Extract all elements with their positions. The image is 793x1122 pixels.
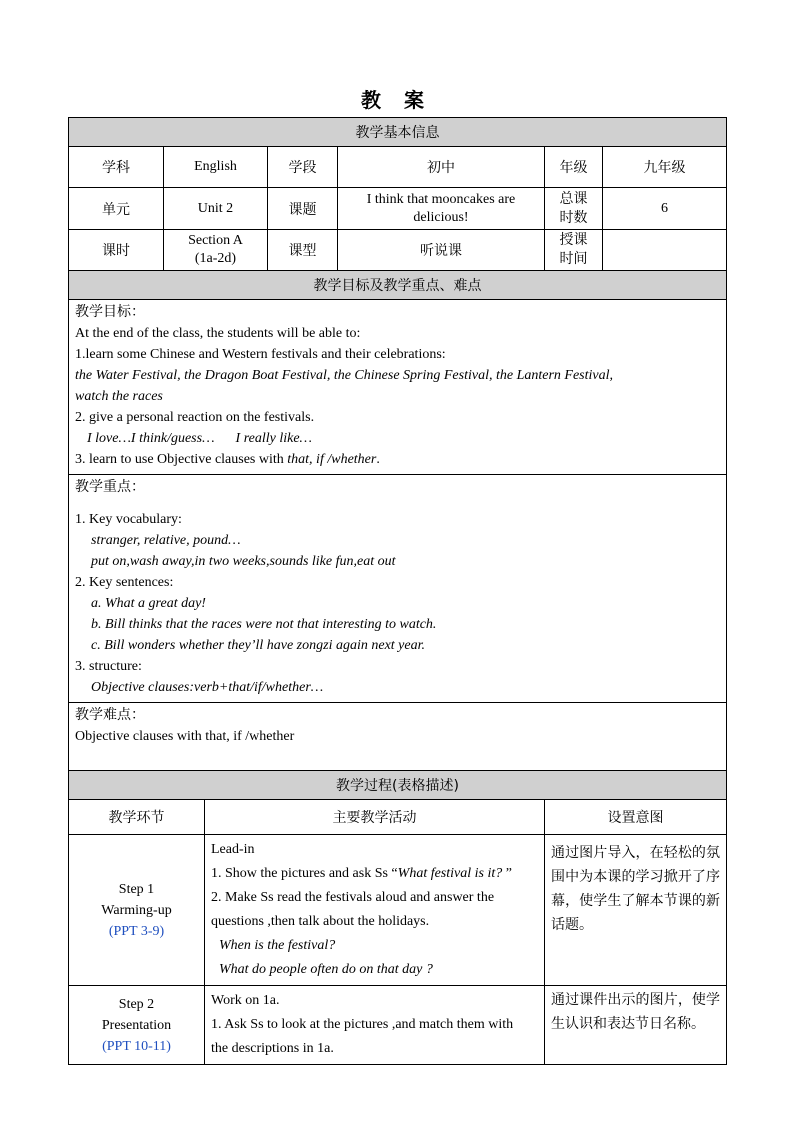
objective-3-text: 3. learn to use Objective clauses with (75, 452, 288, 467)
step-2-ppt: (PPT 10-11) (102, 1038, 171, 1054)
goals-header: 教学目标及教学重点、难点 (69, 271, 727, 300)
label-total-periods: 总课时数 (545, 188, 603, 230)
key-sentences-label: 2. Key sentences: (75, 575, 174, 590)
activity-quote: ” (502, 866, 512, 881)
difficulty-cell (69, 703, 727, 771)
step-1-intent: 通过图片导入，在轻松的氛围中为本课的学习掀开了序幕，使学生了解本节课的新话题。 (545, 835, 727, 986)
value-unit: Unit 2 (164, 188, 268, 230)
activity-question: What do people often do on that day ? (219, 962, 433, 977)
objective-2: 2. give a personal reaction on the festivals. (75, 410, 315, 425)
activity-line (211, 862, 538, 886)
value-stage: 初中 (338, 147, 545, 188)
column-intent: 设置意图 (545, 800, 727, 835)
step-1-ppt: (PPT 3-9) (108, 923, 165, 939)
value-teaching-time (603, 230, 727, 271)
process-row-1 (69, 835, 727, 986)
label-unit: 单元 (69, 188, 164, 230)
objective-1-races: watch the races (75, 389, 163, 404)
step-1-sub: Warming-up (101, 902, 172, 918)
key-sentence-b: b. Bill thinks that the races were not that interesting to watch. (91, 617, 437, 632)
label-subject: 学科 (69, 147, 164, 188)
lesson-plan-table (68, 117, 727, 1065)
objective-1-festivals: the Water Festival, the Dragon Boat Festival, the Chinese Spring Festival, the Lantern Festival, (75, 368, 614, 383)
structure-text: Objective clauses:verb+that/if/whether… (91, 680, 324, 695)
objectives-label: 教学目标： (75, 304, 145, 320)
step-2-intent: 通过课件出示的图片，使学生认识和表达节日名称。 (545, 986, 727, 1065)
difficulty-label: 教学难点： (75, 707, 145, 723)
label-topic: 课题 (268, 188, 338, 230)
activity-question: When is the festival? (219, 938, 336, 953)
document-title: 教 案 (361, 88, 432, 112)
process-header: 教学过程(表格描述) (69, 771, 727, 800)
column-stage: 教学环节 (69, 800, 205, 835)
activity-line: 2. Make Ss read the festivals aloud and answer the (211, 890, 495, 905)
difficulty-text: Objective clauses with that, if /whether (75, 729, 295, 744)
activity-line: questions ,then talk about the holidays. (211, 914, 430, 929)
value-topic: I think that mooncakes are delicious! (338, 188, 545, 230)
activity-line: Lead-in (211, 842, 255, 857)
objectives-intro: At the end of the class, the students will be able to: (75, 326, 361, 341)
objective-2-phrases: I love…I think/guess… I really like… (87, 431, 312, 446)
key-sentence-a: a. What a great day! (91, 596, 206, 611)
activity-text: 1. Show the pictures and ask Ss “ (211, 866, 398, 881)
key-points-cell (69, 475, 727, 703)
value-grade: 九年级 (603, 147, 727, 188)
activity-question: What festival is it? (397, 866, 503, 881)
key-vocab-words: stranger, relative, pound… (91, 533, 241, 548)
step-2-activities (205, 986, 545, 1065)
value-total-periods: 6 (603, 188, 727, 230)
value-period: Section A (1a-2d) (164, 230, 268, 271)
key-sentence-c: c. Bill wonders whether they’ll have zongzi again next year. (91, 638, 425, 653)
activity-line: the descriptions in 1a. (211, 1041, 334, 1056)
step-1-name: Step 1 (118, 881, 155, 897)
objectives-cell (69, 300, 727, 475)
step-2-name: Step 2 (118, 996, 155, 1012)
structure-label: 3. structure: (75, 659, 142, 674)
objective-3-words: that, if /whether (287, 452, 377, 467)
value-lesson-type: 听说课 (338, 230, 545, 271)
process-row-2 (69, 986, 727, 1065)
basic-info-header: 教学基本信息 (69, 118, 727, 147)
key-vocab-phrases: put on,wash away,in two weeks,sounds like fun,eat out (91, 554, 396, 569)
activity-line: Work on 1a. (211, 993, 280, 1008)
value-subject: English (164, 147, 268, 188)
label-lesson-type: 课型 (268, 230, 338, 271)
label-grade: 年级 (545, 147, 603, 188)
activity-line: 1. Ask Ss to look at the pictures ,and match them with (211, 1017, 514, 1032)
step-1-activities (205, 835, 545, 986)
objective-1: 1.learn some Chinese and Western festivals and their celebrations: (75, 347, 446, 362)
key-vocab-label: 1. Key vocabulary: (75, 512, 182, 527)
label-teaching-time: 授课时间 (545, 230, 603, 271)
key-points-label: 教学重点： (75, 479, 145, 495)
label-stage: 学段 (268, 147, 338, 188)
column-activities: 主要教学活动 (205, 800, 545, 835)
objective-3-period: . (376, 452, 380, 467)
step-1-cell (69, 835, 205, 986)
objective-3 (75, 449, 720, 470)
step-2-cell (69, 986, 205, 1065)
step-2-sub: Presentation (101, 1017, 172, 1033)
label-period: 课时 (69, 230, 164, 271)
